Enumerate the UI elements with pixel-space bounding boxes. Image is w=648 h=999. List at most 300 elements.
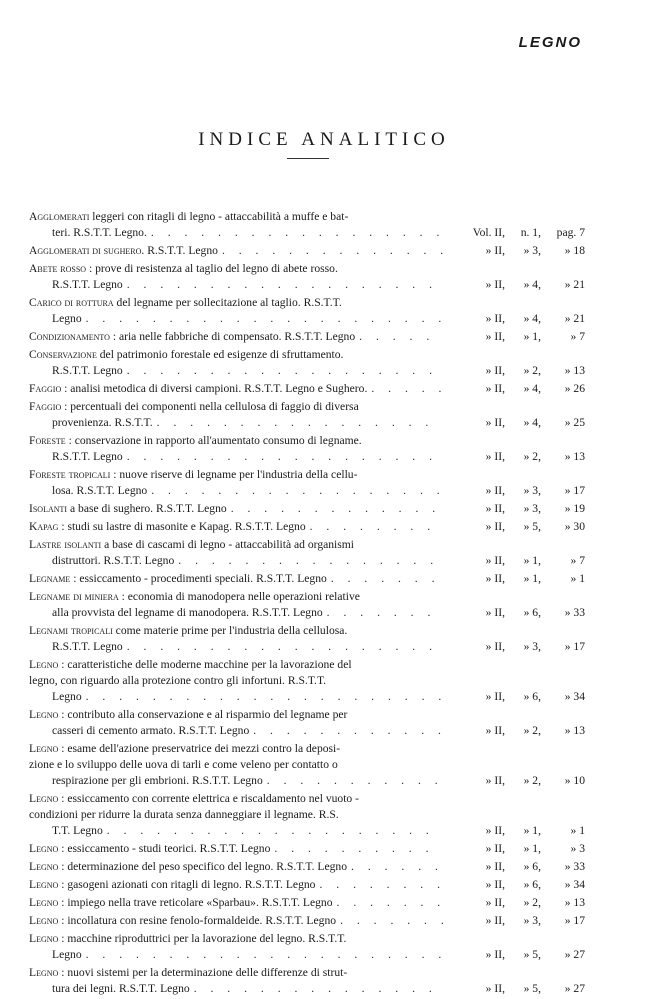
entry-reference: [447, 225, 585, 241]
dot-leader: [86, 689, 443, 705]
volume-ref: » II,: [485, 842, 505, 855]
index-entries: [29, 209, 585, 999]
entry-text-line: [29, 757, 585, 773]
entry-text-line: [29, 931, 585, 947]
number-ref: » 3,: [523, 502, 541, 515]
entry-heading: Foreste tropicali: [29, 468, 111, 481]
entry-tail: [52, 689, 82, 705]
index-entry: [29, 657, 585, 705]
page-ref: » 33: [564, 606, 585, 619]
entry-text-line: [29, 433, 585, 449]
entry-text: R.S.T.T. Legno: [52, 640, 123, 653]
entry-tail: [52, 225, 147, 241]
index-entry: [29, 243, 585, 259]
entry-text: teri. R.S.T.T. Legno.: [52, 226, 147, 239]
number-ref: » 6,: [523, 878, 541, 891]
entry-reference-line: [29, 415, 585, 431]
index-entry: [29, 859, 585, 875]
number-ref: » 3,: [523, 640, 541, 653]
page-ref: » 27: [564, 948, 585, 961]
entry-text: : esame dell'azione preservatrice dei mezzi contro la deposi-: [61, 742, 341, 755]
entry-reference: [447, 363, 585, 379]
entry-reference-line: [29, 553, 585, 569]
entry-text: : essiccamento - procedimenti speciali. R.S.T.T. Legno: [73, 572, 327, 585]
entry-tail: [29, 519, 306, 535]
running-head: LEGNO: [518, 34, 582, 51]
entry-text-line: [29, 261, 585, 277]
entry-reference-line: [29, 363, 585, 379]
entry-reference: [447, 859, 585, 875]
entry-tail: [52, 823, 103, 839]
entry-reference: [447, 947, 585, 963]
entry-heading: Legno: [29, 842, 59, 855]
volume-ref: » II,: [485, 948, 505, 961]
index-entry: [29, 209, 585, 241]
dot-leader: [86, 947, 443, 963]
page-ref: » 7: [570, 554, 585, 567]
entry-reference: [447, 277, 585, 293]
entry-heading: Agglomerati di sughero.: [29, 244, 145, 257]
dot-leader: [337, 895, 443, 911]
index-entry: [29, 931, 585, 963]
dot-leader: [127, 277, 443, 293]
dot-leader: [157, 415, 443, 431]
number-ref: » 3,: [523, 484, 541, 497]
dot-leader: [127, 449, 443, 465]
entry-text: R.S.T.T. Legno: [52, 278, 123, 291]
entry-reference: [447, 501, 585, 517]
entry-reference: [447, 605, 585, 621]
entry-reference-line: [29, 947, 585, 963]
page-ref: » 1: [570, 572, 585, 585]
entry-text: distruttori. R.S.T.T. Legno: [52, 554, 175, 567]
number-ref: n. 1,: [520, 226, 541, 239]
entry-reference: [447, 841, 585, 857]
entry-heading: Condizionamento: [29, 330, 110, 343]
index-entry: [29, 791, 585, 839]
entry-reference: [447, 723, 585, 739]
entry-reference-line: [29, 773, 585, 789]
entry-text-line: [29, 209, 585, 225]
number-ref: » 6,: [523, 860, 541, 873]
number-ref: » 6,: [523, 690, 541, 703]
page-ref: pag. 7: [556, 226, 585, 239]
page-ref: » 13: [564, 364, 585, 377]
entry-heading: Legno: [29, 792, 59, 805]
entry-reference-line: [29, 381, 585, 397]
dot-leader: [331, 571, 443, 587]
page-ref: » 17: [564, 640, 585, 653]
entry-text: R.S.T.T. Legno: [147, 244, 218, 257]
number-ref: » 6,: [523, 606, 541, 619]
entry-reference-line: [29, 571, 585, 587]
dot-leader: [359, 329, 443, 345]
entry-text: : nuove riserve di legname per l'industria della cellu-: [113, 468, 358, 481]
page-ref: » 30: [564, 520, 585, 533]
entry-tail: [29, 895, 333, 911]
index-entry: [29, 537, 585, 569]
entry-heading: Carico di rottura: [29, 296, 114, 309]
entry-reference-line: [29, 859, 585, 875]
entry-reference-line: [29, 449, 585, 465]
entry-reference-line: [29, 605, 585, 621]
entry-heading: Legno: [29, 878, 59, 891]
page-ref: » 3: [570, 842, 585, 855]
number-ref: » 1,: [523, 554, 541, 567]
entry-reference-line: [29, 329, 585, 345]
entry-reference-line: [29, 639, 585, 655]
entry-text-line: [29, 623, 585, 639]
dot-leader: [222, 243, 443, 259]
index-entry: [29, 519, 585, 535]
entry-tail: [52, 363, 123, 379]
volume-ref: » II,: [485, 724, 505, 737]
entry-text: R.S.T.T. Legno: [52, 364, 123, 377]
entry-text-line: [29, 347, 585, 363]
index-entry: [29, 501, 585, 517]
entry-text-line: [29, 467, 585, 483]
entry-tail: [52, 553, 174, 569]
dot-leader: [371, 381, 443, 397]
volume-ref: » II,: [485, 416, 505, 429]
page-ref: » 13: [564, 896, 585, 909]
entry-text: losa. R.S.T.T. Legno: [52, 484, 148, 497]
entry-reference-line: [29, 723, 585, 739]
entry-tail: [52, 947, 82, 963]
number-ref: » 2,: [523, 450, 541, 463]
entry-text: : macchine riproduttrici per la lavorazione del legno. R.S.T.T.: [61, 932, 347, 945]
entry-text-line: [29, 741, 585, 757]
volume-ref: » II,: [485, 502, 505, 515]
page-ref: » 18: [564, 244, 585, 257]
page-ref: » 25: [564, 416, 585, 429]
entry-reference: [447, 449, 585, 465]
volume-ref: » II,: [485, 554, 505, 567]
entry-text-line: [29, 589, 585, 605]
page-ref: » 33: [564, 860, 585, 873]
entry-text: : nuovi sistemi per la determinazione delle differenze di strut-: [61, 966, 348, 979]
entry-heading: Agglomerati: [29, 210, 90, 223]
entry-heading: Legno: [29, 860, 59, 873]
page-ref: » 17: [564, 914, 585, 927]
index-entry: [29, 329, 585, 345]
volume-ref: » II,: [485, 982, 505, 995]
volume-ref: » II,: [485, 278, 505, 291]
volume-ref: » II,: [485, 640, 505, 653]
entry-text: legno, con riguardo alla protezione contro gli infortuni. R.S.T.T.: [29, 674, 327, 687]
entry-heading: Legno: [29, 742, 59, 755]
volume-ref: » II,: [485, 520, 505, 533]
index-entry: [29, 707, 585, 739]
entry-text: zione e lo sviluppo delle uova di tarli e come veleno per contatto o: [29, 758, 338, 771]
entry-reference: [447, 773, 585, 789]
entry-reference-line: [29, 689, 585, 705]
entry-text: : incollatura con resine fenolo-formaldeide. R.S.T.T. Legno: [61, 914, 337, 927]
dot-leader: [351, 859, 443, 875]
entry-reference-line: [29, 277, 585, 293]
volume-ref: » II,: [485, 330, 505, 343]
entry-text: : aria nelle fabbriche di compensato. R.S.T.T. Legno: [112, 330, 356, 343]
entry-text: R.S.T.T. Legno: [52, 450, 123, 463]
index-entry: [29, 741, 585, 789]
dot-leader: [231, 501, 443, 517]
entry-tail: [29, 501, 227, 517]
volume-ref: » II,: [485, 878, 505, 891]
entry-text: : percentuali dei componenti nella cellulosa di faggio di diversa: [64, 400, 359, 413]
page-ref: » 34: [564, 878, 585, 891]
number-ref: » 3,: [523, 914, 541, 927]
index-entry: [29, 433, 585, 465]
entry-tail: [29, 859, 347, 875]
index-entry: [29, 913, 585, 929]
entry-tail: [29, 571, 327, 587]
entry-tail: [52, 483, 147, 499]
entry-text: condizioni per ridurre la durata senza danneggiare il legname. R.S.: [29, 808, 339, 821]
entry-text: del patrimonio forestale ed esigenze di sfruttamento.: [99, 348, 344, 361]
entry-text: a base di sughero. R.S.T.T. Legno: [70, 502, 227, 515]
volume-ref: » II,: [485, 606, 505, 619]
number-ref: » 4,: [523, 312, 541, 325]
entry-text-line: [29, 807, 585, 823]
dot-leader: [319, 877, 443, 893]
entry-text: : essiccamento - studi teorici. R.S.T.T. Legno: [61, 842, 271, 855]
entry-tail: [29, 381, 367, 397]
number-ref: » 5,: [523, 520, 541, 533]
number-ref: » 1,: [523, 330, 541, 343]
page-ref: » 7: [570, 330, 585, 343]
entry-tail: [52, 723, 249, 739]
entry-reference: [447, 415, 585, 431]
volume-ref: » II,: [485, 774, 505, 787]
volume-ref: » II,: [485, 896, 505, 909]
entry-reference: [447, 913, 585, 929]
entry-tail: [29, 841, 270, 857]
entry-reference: [447, 571, 585, 587]
entry-text: : analisi metodica di diversi campioni. R.S.T.T. Legno e Sughero.: [64, 382, 368, 395]
entry-text-line: [29, 399, 585, 415]
entry-text: : determinazione del peso specifico del legno. R.S.T.T. Legno: [61, 860, 348, 873]
entry-reference: [447, 689, 585, 705]
index-entry: [29, 589, 585, 621]
entry-heading: Legno: [29, 658, 59, 671]
number-ref: » 3,: [523, 244, 541, 257]
entry-reference: [447, 823, 585, 839]
volume-ref: » II,: [485, 572, 505, 585]
volume-ref: » II,: [485, 860, 505, 873]
page-ref: » 10: [564, 774, 585, 787]
entry-reference-line: [29, 311, 585, 327]
index-entry: [29, 895, 585, 911]
volume-ref: » II,: [485, 690, 505, 703]
volume-ref: » II,: [485, 484, 505, 497]
volume-ref: » II,: [485, 450, 505, 463]
entry-text-line: [29, 657, 585, 673]
entry-reference: [447, 877, 585, 893]
entry-text: Legno: [52, 690, 82, 703]
entry-tail: [52, 639, 123, 655]
number-ref: » 5,: [523, 982, 541, 995]
entry-text: : conservazione in rapporto all'aumentato consumo di legname.: [68, 434, 362, 447]
dot-leader: [194, 981, 443, 997]
entry-text: : gasogeni azionati con ritagli di legno. R.S.T.T. Legno: [61, 878, 316, 891]
entry-text: respirazione per gli embrioni. R.S.T.T. Legno: [52, 774, 263, 787]
page-ref: » 21: [564, 278, 585, 291]
entry-tail: [52, 415, 153, 431]
number-ref: » 2,: [523, 724, 541, 737]
dot-leader: [151, 483, 443, 499]
volume-ref: » II,: [485, 364, 505, 377]
number-ref: » 1,: [523, 824, 541, 837]
entry-heading: Legno: [29, 914, 59, 927]
page-ref: » 17: [564, 484, 585, 497]
index-entry: [29, 347, 585, 379]
volume-ref: » II,: [485, 244, 505, 257]
page-ref: » 21: [564, 312, 585, 325]
entry-reference-line: [29, 519, 585, 535]
entry-heading: Legno: [29, 966, 59, 979]
entry-reference-line: [29, 877, 585, 893]
volume-ref: » II,: [485, 382, 505, 395]
entry-reference: [447, 639, 585, 655]
entry-reference: [447, 381, 585, 397]
volume-ref: » II,: [485, 914, 505, 927]
entry-text-line: [29, 295, 585, 311]
entry-text: : contributo alla conservazione e al risparmio del legname per: [61, 708, 348, 721]
index-entry: [29, 571, 585, 587]
entry-tail: [52, 449, 123, 465]
entry-text: Legno: [52, 312, 82, 325]
entry-heading: Lastre isolanti: [29, 538, 102, 551]
dot-leader: [86, 311, 443, 327]
number-ref: » 2,: [523, 774, 541, 787]
entry-tail: [52, 277, 123, 293]
entry-reference-line: [29, 981, 585, 997]
entry-heading: Isolanti: [29, 502, 68, 515]
entry-reference: [447, 483, 585, 499]
entry-heading: Foreste: [29, 434, 66, 447]
title-divider: [287, 158, 329, 159]
entry-text-line: [29, 707, 585, 723]
entry-text: : impiego nella trave reticolare «Sparbau». R.S.T.T. Legno: [61, 896, 333, 909]
page-ref: » 13: [564, 450, 585, 463]
entry-reference-line: [29, 841, 585, 857]
entry-reference: [447, 311, 585, 327]
entry-reference-line: [29, 913, 585, 929]
index-entry: [29, 261, 585, 293]
entry-text: casseri di cemento armato. R.S.T.T. Legno: [52, 724, 250, 737]
dot-leader: [253, 723, 443, 739]
entry-reference-line: [29, 243, 585, 259]
index-entry: [29, 841, 585, 857]
volume-ref: » II,: [485, 312, 505, 325]
entry-text: provenienza. R.S.T.T.: [52, 416, 153, 429]
page-ref: » 27: [564, 982, 585, 995]
entry-reference-line: [29, 501, 585, 517]
entry-reference: [447, 243, 585, 259]
entry-reference-line: [29, 483, 585, 499]
page-ref: » 34: [564, 690, 585, 703]
index-entry: [29, 623, 585, 655]
entry-text-line: [29, 791, 585, 807]
index-entry: [29, 965, 585, 997]
entry-text: leggeri con ritagli di legno - attaccabilità a muffe e bat-: [92, 210, 349, 223]
entry-reference: [447, 895, 585, 911]
entry-text: Legno: [52, 948, 82, 961]
dot-leader: [274, 841, 443, 857]
index-entry: [29, 467, 585, 499]
dot-leader: [127, 639, 443, 655]
number-ref: » 1,: [523, 572, 541, 585]
page-ref: » 1: [570, 824, 585, 837]
number-ref: » 4,: [523, 278, 541, 291]
dot-leader: [340, 913, 443, 929]
entry-heading: Conservazione: [29, 348, 97, 361]
entry-heading: Legno: [29, 896, 59, 909]
entry-text-line: [29, 965, 585, 981]
entry-text: : prove di resistenza al taglio del legno di abete rosso.: [88, 262, 338, 275]
number-ref: » 1,: [523, 842, 541, 855]
index-entry: [29, 399, 585, 431]
number-ref: » 4,: [523, 382, 541, 395]
entry-heading: Legnami tropicali: [29, 624, 113, 637]
entry-reference-line: [29, 823, 585, 839]
entry-heading: Kapag: [29, 520, 59, 533]
entry-heading: Abete rosso: [29, 262, 87, 275]
page-title: INDICE ANALITICO: [198, 129, 450, 150]
dot-leader: [127, 363, 443, 379]
page-ref: » 19: [564, 502, 585, 515]
entry-heading: Faggio: [29, 400, 62, 413]
page-ref: » 13: [564, 724, 585, 737]
entry-text: del legname per sollecitazione al taglio. R.S.T.T.: [116, 296, 342, 309]
entry-reference: [447, 519, 585, 535]
index-entry: [29, 381, 585, 397]
entry-tail: [52, 773, 263, 789]
number-ref: » 5,: [523, 948, 541, 961]
number-ref: » 2,: [523, 896, 541, 909]
entry-heading: Legname di miniera: [29, 590, 119, 603]
entry-text: : economia di manodopera nelle operazioni relative: [121, 590, 360, 603]
entry-tail: [29, 877, 315, 893]
page-ref: » 26: [564, 382, 585, 395]
entry-heading: Legno: [29, 932, 59, 945]
entry-heading: Faggio: [29, 382, 62, 395]
dot-leader: [267, 773, 443, 789]
entry-text: : studi su lastre di masonite e Kapag. R.S.T.T. Legno: [61, 520, 306, 533]
dot-leader: [310, 519, 443, 535]
entry-reference: [447, 329, 585, 345]
dot-leader: [327, 605, 443, 621]
entry-tail: [52, 311, 82, 327]
entry-text: T.T. Legno: [52, 824, 103, 837]
volume-ref: » II,: [485, 824, 505, 837]
entry-text-line: [29, 673, 585, 689]
entry-text: a base di cascami di legno - attaccabilità ad organismi: [104, 538, 355, 551]
dot-leader: [107, 823, 443, 839]
entry-text: come materie prime per l'industria della cellulosa.: [115, 624, 348, 637]
entry-reference-line: [29, 895, 585, 911]
entry-heading: Legno: [29, 708, 59, 721]
entry-text: : essiccamento con corrente elettrica e riscaldamento nel vuoto -: [61, 792, 359, 805]
entry-tail: [52, 605, 323, 621]
entry-heading: Legname: [29, 572, 71, 585]
entry-tail: [52, 981, 190, 997]
dot-leader: [178, 553, 443, 569]
entry-tail: [29, 243, 218, 259]
entry-tail: [29, 913, 336, 929]
entry-text: alla provvista del legname di manodopera. R.S.T.T. Legno: [52, 606, 323, 619]
entry-tail: [29, 329, 355, 345]
